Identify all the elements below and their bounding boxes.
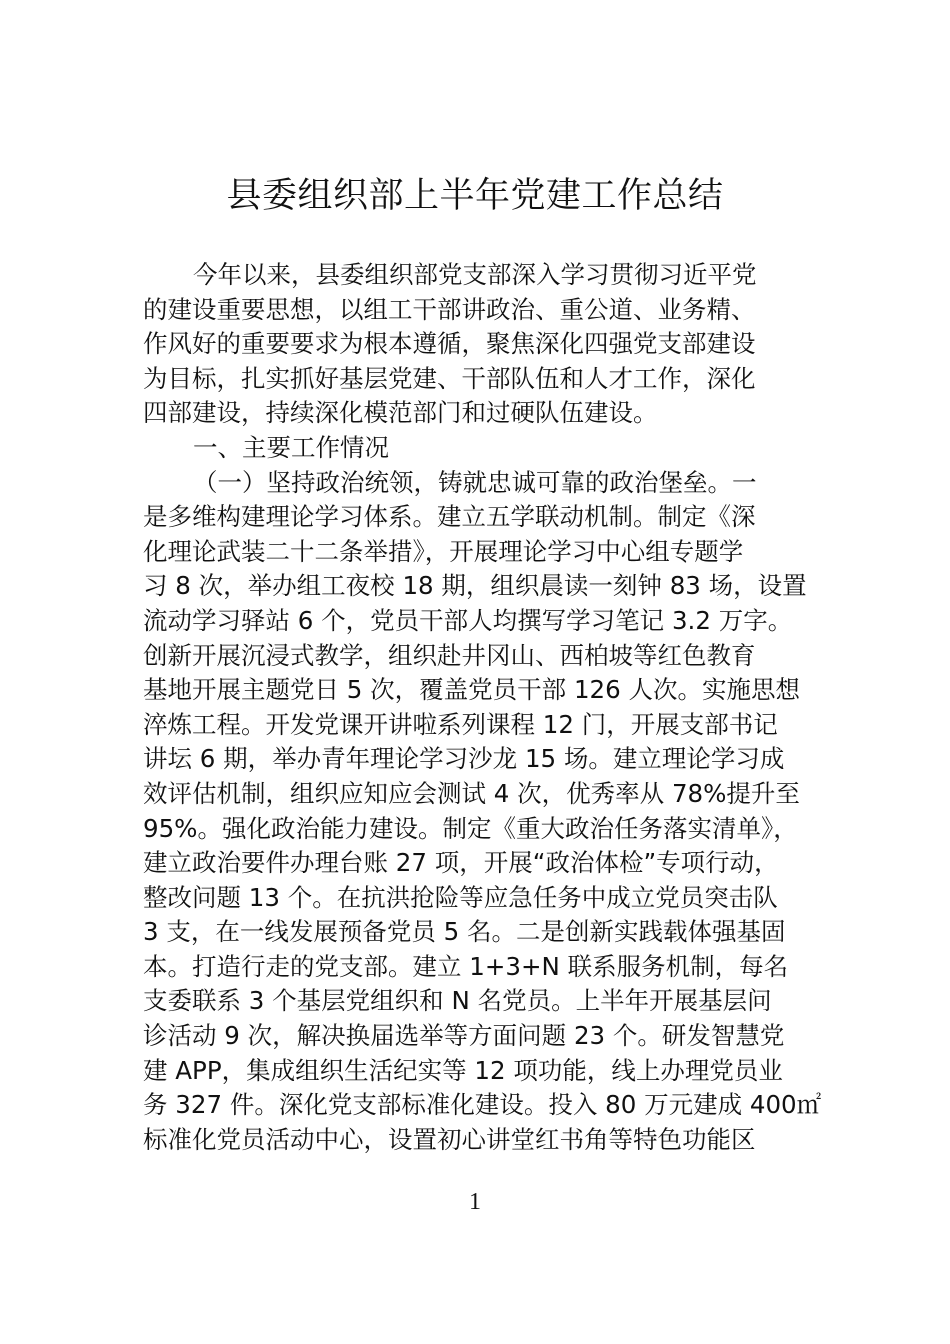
paragraph-line: 95%。强化政治能力建设。制定《重大政治任务落实清单》，	[143, 813, 798, 843]
paragraph-line: 诊活动 9 次，解决换届选举等方面问题 23 个。研发智慧党	[143, 1021, 785, 1051]
paragraph-line: 四部建设，持续深化模范部门和过硬队伍建设。	[143, 398, 658, 428]
paragraph-line: 作风好的重要要求为根本遵循，聚焦深化四强党支部建设	[143, 329, 756, 359]
paragraph-line: 化理论武装二十二条举措》，开展理论学习中心组专题学	[143, 536, 744, 566]
paragraph-line: 讲坛 6 期，举办青年理论学习沙龙 15 场。建立理论学习成	[143, 744, 785, 774]
paragraph-line: 3 支，在一线发展预备党员 5 名。二是创新实践载体强基固	[143, 917, 786, 947]
paragraph-line: 创新开展沉浸式教学，组织赴井冈山、西柏坡等红色教育	[143, 640, 756, 670]
section-heading: 一、主要工作情况	[193, 432, 389, 462]
paragraph-line: 支委联系 3 个基层党组织和 N 名党员。上半年开展基层问	[143, 986, 772, 1016]
paragraph-line: 为目标，扎实抓好基层党建、干部队伍和人才工作，深化	[143, 363, 756, 393]
paragraph-line: 效评估机制，组织应知应会测试 4 次，优秀率从 78%提升至	[143, 778, 800, 808]
page-number: 1	[469, 1189, 481, 1215]
paragraph-line: 基地开展主题党日 5 次，覆盖党员干部 126 人次。实施思想	[143, 675, 800, 705]
paragraph-line: （一）坚持政治统领，铸就忠诚可靠的政治堡垒。一	[193, 467, 757, 497]
paragraph-line: 今年以来，县委组织部党支部深入学习贯彻习近平党	[193, 260, 757, 289]
paragraph-line: 标准化党员活动中心，设置初心讲堂红书角等特色功能区	[143, 1124, 756, 1154]
paragraph-line: 本。打造行走的党支部。建立 1+3+N 联系服务机制，每名	[143, 951, 789, 981]
document-body	[143, 258, 823, 1157]
paragraph-line: 整改问题 13 个。在抗洪抢险等应急任务中成立党员突击队	[143, 882, 778, 912]
paragraph-line: 淬炼工程。开发党课开讲啦系列课程 12 门，开展支部书记	[143, 709, 778, 739]
paragraph-line: 流动学习驿站 6 个，党员干部人均撰写学习笔记 3.2 万字。	[143, 605, 793, 635]
paragraph-line: 的建设重要思想，以组工干部讲政治、重公道、业务精、	[143, 294, 756, 324]
paragraph-line: 建立政治要件办理台账 27 项，开展“政治体检”专项行动，	[143, 848, 779, 878]
paragraph-line: 是多维构建理论学习体系。建立五学联动机制。制定《深	[143, 502, 756, 532]
paragraph-line: 习 8 次，举办组工夜校 18 期，组织晨读一刻钟 83 场，设置	[143, 571, 807, 601]
paragraph-line: 建 APP，集成组织生活纪实等 12 项功能，线上办理党员业	[143, 1055, 783, 1085]
paragraph-line: 务 327 件。深化党支部标准化建设。投入 80 万元建成 400㎡	[143, 1090, 822, 1120]
document-title: 县委组织部上半年党建工作总结	[226, 176, 724, 216]
